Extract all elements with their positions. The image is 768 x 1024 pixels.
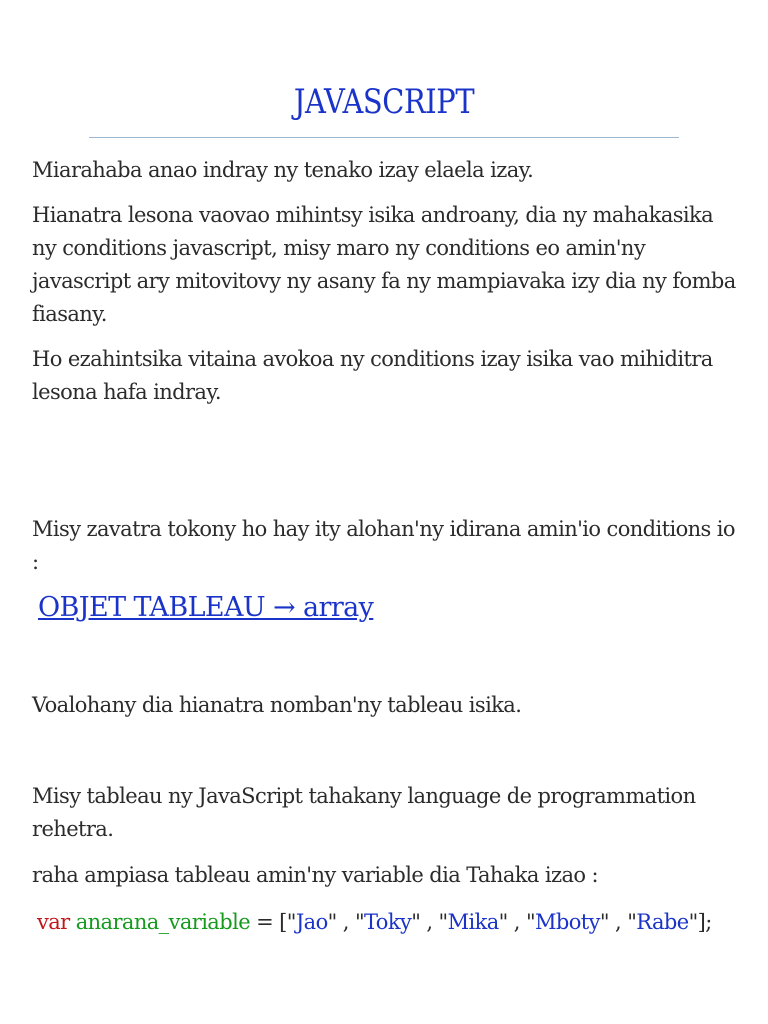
- paragraph-greeting: Miarahaba anao indray ny tenako izay elaela izay.: [32, 158, 534, 182]
- paragraph-tableau: Misy tableau ny JavaScript tahakany language de programmation rehetra.: [32, 784, 696, 841]
- code-string-item: Toky: [364, 910, 412, 934]
- code-items: "Jao" , "Toky" , "Mika" , "Mboty" , "Rabe": [286, 910, 698, 934]
- page-title: JAVASCRIPT: [293, 82, 475, 122]
- code-string-item: Mika: [447, 910, 499, 934]
- paragraph-plan: Ho ezahintsika vitaina avokoa ny conditions izay isika vao mihiditra lesona hafa indray.: [32, 347, 713, 404]
- paragraph-first: Voalohany dia hianatra nomban'ny tableau isika.: [32, 693, 522, 717]
- paragraph-usage: raha ampiasa tableau amin'ny variable dia Tahaka izao :: [32, 863, 598, 887]
- code-string-item: Jao: [295, 910, 328, 934]
- code-string-item: Mboty: [535, 910, 600, 934]
- code-operator: = [: [250, 910, 287, 934]
- objet-tableau-link[interactable]: OBJET TABLEAU → array: [38, 592, 374, 623]
- code-end: ];: [697, 910, 712, 934]
- paragraph-intro: Hianatra lesona vaovao mihintsy isika androany, dia ny mahakasika ny conditions javascript, misy maro ny conditions eo amin'ny javascript ary mitovitovy ny asany fa ny mampiavaka izy dia ny fomba fiasany.: [32, 203, 736, 326]
- title-divider: [89, 137, 679, 138]
- code-string-item: Rabe: [636, 910, 689, 934]
- code-keyword: var: [37, 910, 70, 934]
- code-line: [37, 906, 712, 939]
- code-variable: anarana_variable: [75, 910, 251, 934]
- paragraph-prerequisite: Misy zavatra tokony ho hay ity alohan'ny idirana amin'io conditions io :: [32, 517, 735, 574]
